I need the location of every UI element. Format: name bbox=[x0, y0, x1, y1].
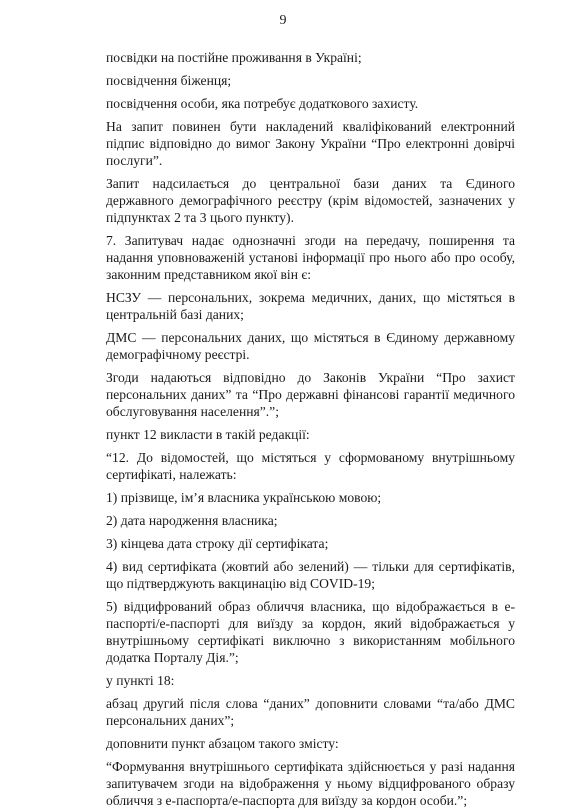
paragraph-internal-certificate-formation: “Формування внутрішнього сертифіката здійснюється у разі надання запитувачем згоди на відображення у ньому відцифрованого образу обличчя з е-паспорта/е-паспорта для виїзду за кордон особи.”; bbox=[106, 759, 515, 808]
list-item-surname: 1) прізвище, ім’я власника українською мовою; bbox=[106, 490, 382, 505]
paragraph-nszu: НСЗУ — персональних, зокрема медичних, даних, що містяться в центральній базі даних; bbox=[106, 290, 515, 322]
paragraph-item-7: 7. Запитувач надає однозначні згоди на передачу, поширення та надання уповноваженій установі інформації про нього або про особу, законним представником якої він є: bbox=[106, 233, 515, 282]
list-item-face-image: 5) відцифрований образ обличчя власника, що відображається в е-паспорті/е-паспорті для виїзду за кордон, який відображається у внутрішньому сертифікаті виключно з використанням мобільного додатка Порталу Дія.”; bbox=[106, 599, 515, 665]
paragraph-item-12: “12. До відомостей, що містяться у сформованому внутрішньому сертифікаті, належать: bbox=[106, 450, 515, 482]
paragraph-electronic-signature: На запит повинен бути накладений кваліфікований електронний підпис відповідно до вимог Закону України “Про електронні довірчі послуги”. bbox=[106, 119, 515, 168]
paragraph-second-subparagraph: абзац другий після слова “даних” доповнити словами “та/або ДМС персональних даних”; bbox=[106, 696, 515, 728]
paragraph-add-subparagraph: доповнити пункт абзацом такого змісту: bbox=[106, 736, 339, 751]
paragraph-request-sent: Запит надсилається до центральної бази даних та Єдиного державного демографічного реєстру (крім відомостей, зазначених у підпунктах 2 та 3 цього пункту). bbox=[106, 176, 515, 225]
paragraph-permanent-residence: посвідки на постійне проживання в Україні; bbox=[106, 50, 362, 65]
paragraph-dms: ДМС — персональних даних, що містяться в Єдиному державному демографічному реєстрі. bbox=[106, 330, 515, 362]
document-body bbox=[106, 49, 515, 809]
paragraph-refugee-certificate: посвідчення біженця; bbox=[106, 73, 232, 88]
list-item-expiry-date: 3) кінцева дата строку дії сертифіката; bbox=[106, 536, 329, 551]
page-number: 9 bbox=[279, 13, 287, 28]
list-item-birth-date: 2) дата народження власника; bbox=[106, 513, 278, 528]
list-item-certificate-type: 4) вид сертифіката (жовтий або зелений) — тільки для сертифікатів, що підтверджують вакцинацію від COVID-19; bbox=[106, 559, 515, 591]
paragraph-item-12-instruction: пункт 12 викласти в такій редакції: bbox=[106, 427, 310, 442]
paragraph-consents-laws: Згоди надаються відповідно до Законів України “Про захист персональних даних” та “Про державні фінансові гарантії медичного обслуговування населення”.”; bbox=[106, 370, 515, 419]
paragraph-item-18-instruction: у пункті 18: bbox=[106, 673, 175, 688]
paragraph-additional-protection: посвідчення особи, яка потребує додаткового захисту. bbox=[106, 96, 419, 111]
